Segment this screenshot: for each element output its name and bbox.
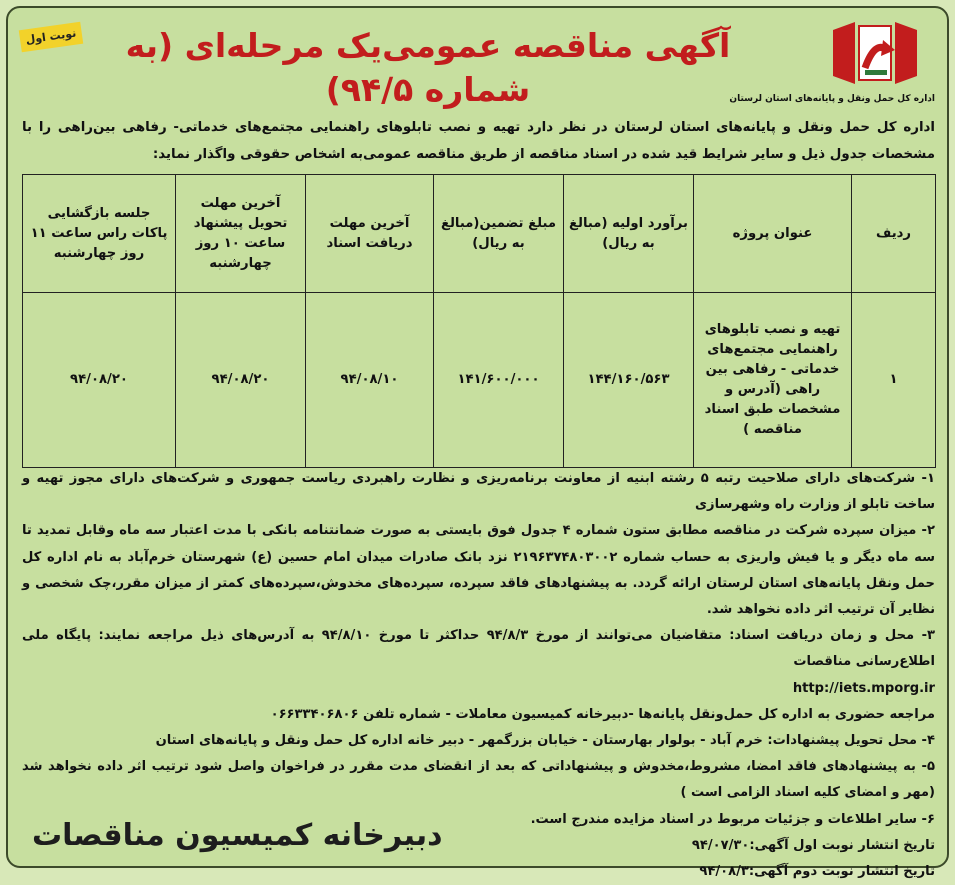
cell-guarantee-amount: ۱۴۱/۶۰۰/۰۰۰	[434, 293, 564, 468]
tender-portal-link[interactable]: http://iets.mporg.ir	[792, 680, 935, 696]
cell-proposal-deadline: ۹۴/۰۸/۲۰	[176, 293, 306, 468]
header-row-number: ردیف	[852, 175, 936, 293]
header-document-deadline: آخرین مهلت دریافت اسناد	[306, 175, 434, 293]
table-header-row	[23, 175, 936, 293]
road-transport-logo-icon	[825, 20, 925, 86]
header-opening-session: جلسه بازگشایی پاکات راس ساعت ۱۱ روز چهارشنبه	[23, 175, 176, 293]
table-row	[23, 293, 936, 468]
cell-document-deadline: ۹۴/۰۸/۱۰	[306, 293, 434, 468]
clause-4: ۴- محل تحویل پیشنهادات: خرم آباد - بولوار بهارستان - خیابان بزرگمهر - دبیر خانه اداره کل حمل ونقل و پایانه‌های استان	[155, 733, 935, 749]
notice-title: آگهی مناقصه عمومی‌یک مرحله‌ای (به شماره ۹۴/۵)	[125, 26, 731, 109]
publish-date-second: تاریخ انتشار نوبت دوم آگهی:۹۴/۰۸/۳	[699, 864, 935, 880]
header-proposal-deadline: آخرین مهلت تحویل پیشنهاد ساعت ۱۰ روز چهارشنبه	[176, 175, 306, 293]
secretariat-signature: دبیرخانه کمیسیون مناقصات	[32, 818, 443, 853]
clause-2: ۲- میزان سپرده شرکت در مناقصه مطابق ستون شماره ۴ جدول فوق بایستی به صورت ضمانتنامه بانکی با مدت اعتبار سه ماه وقابل تمدید تا سه ماه دیگر و یا فیش واریزی به حساب شماره ۲۱۹۶۳۷۴۸۰۳۰۰۲ نزد بانک صادرات میدان امام حسین (ع) شهرستان خرم‌آباد به نام اداره کل حمل ونقل پایانه‌های استان لرستان ارائه گردد. به پیشنهادهای فاقد سپرده، سپرده‌های مخدوش،سپرده‌های کمتر از میزان مقرر،چک شخصی و نظایر آن ترتیب اثر داده نخواهد شد.	[22, 523, 935, 618]
clause-5: ۵- به پیشنهادهای فاقد امضا، مشروط،مخدوش و پیشنهاداتی که بعد از انقضای مدت مقرر در فراخوان واصل شود ترتیب اثر داده نخواهد شد (مهر و امضای کلیه اسناد الزامی است )	[22, 759, 935, 801]
header-initial-estimate: برآورد اولیه (مبالغ به ریال)	[564, 175, 694, 293]
cell-row-number: ۱	[852, 293, 936, 468]
intro-paragraph: اداره کل حمل ونقل و پایانه‌های استان لرستان در نظر دارد تهیه و نصب تابلوهای راهنمایی مجتمع‌های خدماتی- رفاهی بین‌راهی را با مشخصات جدول ذیل و سایر شرایط قید شده در اسناد مناقصه از طریق مناقصه عمومی‌به اشخاص حقوقی واگذار نماید:	[22, 120, 935, 162]
clause-3-visit: مراجعه حضوری به اداره کل حمل‌ونقل پایانه‌ها -دبیرخانه کمیسیون معاملات - شماره تلفن ۰۶۶۳۳۴۰۶۸۰۶	[270, 706, 935, 722]
edition-badge: نوبت اول	[19, 22, 83, 52]
header-project-title: عنوان پروژه	[694, 175, 852, 293]
cell-opening-session: ۹۴/۰۸/۲۰	[23, 293, 176, 468]
cell-project-title: تهیه و نصب تابلوهای راهنمایی مجتمع‌های خدماتی - رفاهی بین راهی (آدرس و مشخصات طبق اسناد مناقصه )	[694, 293, 852, 468]
organization-name: اداره کل حمل ونقل و پایانه‌های استان لرستان	[729, 94, 935, 104]
clause-1: ۱- شرکت‌های دارای صلاحیت رتبه ۵ رشته ابنیه از معاونت برنامه‌ریزی و نظارت راهبردی ریاست جمهوری و شرکت‌های دارای مجوز تهیه و ساخت تابلو از وزارت راه وشهرسازی	[22, 471, 935, 513]
clause-6: ۶- سایر اطلاعات و جزئیات مربوط در اسناد مزایده مندرج است.	[530, 811, 935, 827]
clause-3: ۳- محل و زمان دریافت اسناد: متقاضیان می‌توانند از مورخ ۹۴/۸/۳ حداکثر تا مورخ ۹۴/۸/۱۰ به آدرس‌های ذیل مراجعه نمایند: پایگاه ملی اطلاع‌رسانی مناقصات	[22, 628, 936, 670]
header-guarantee-amount: مبلغ تضمین(مبالغ به ریال)	[434, 175, 564, 293]
tender-notice	[6, 6, 949, 880]
publish-date-first: تاریخ انتشار نوبت اول آگهی:۹۴/۰۷/۳۰	[691, 837, 935, 853]
clause-3-link-line	[22, 676, 935, 702]
cell-initial-estimate: ۱۴۴/۱۶۰/۵۶۳	[564, 293, 694, 468]
tender-table	[22, 174, 936, 468]
